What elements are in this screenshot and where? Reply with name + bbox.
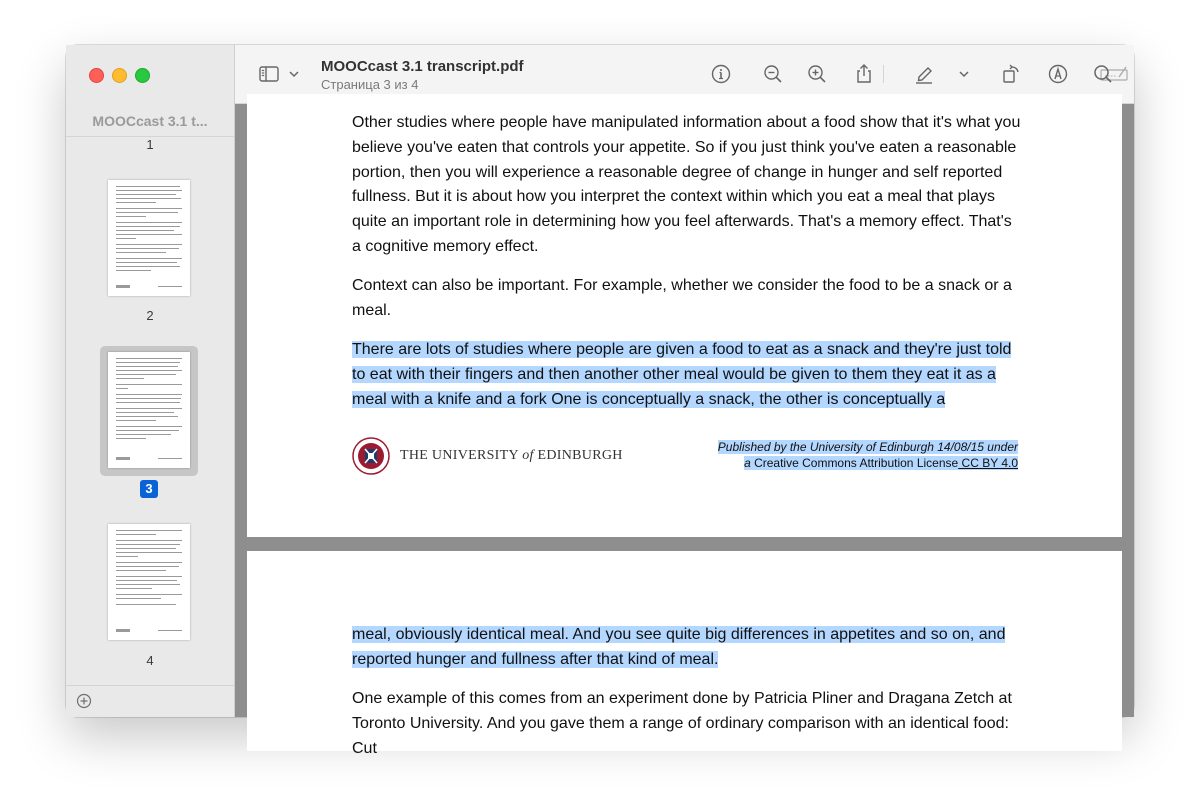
toolbar-divider: [883, 65, 884, 83]
thumbnail-label-1: 1: [146, 137, 154, 152]
zoom-window-button[interactable]: [135, 68, 150, 83]
minimize-window-button[interactable]: [112, 68, 127, 83]
thumbnail-sidebar: [66, 45, 235, 717]
selected-text[interactable]: There are lots of studies where people are given a food to eat as a snack and they're just told to eat with their fingers and then another other meal would be given to them they eat it as a meal with a knife and a fork One is conceptually a snack, the other is conceptually a: [352, 341, 1012, 408]
pdf-page-3[interactable]: [247, 94, 1122, 537]
sidebar-toggle-icon[interactable]: [257, 62, 281, 86]
page-indicator: Страница 3 из 4: [321, 77, 419, 92]
selected-text-continued[interactable]: meal, obviously identical meal. And you see quite big differences in appetites and so on, and reported hunger and fullness after that kind of meal.: [352, 626, 1006, 668]
close-window-button[interactable]: [89, 68, 104, 83]
sidebar-title: MOOCcast 3.1 t...: [92, 113, 208, 129]
university-name: THE UNIVERSITY of EDINBURGH: [400, 448, 623, 463]
zoom-in-icon[interactable]: [805, 62, 829, 86]
paragraph-2: Context can also be important. For example, whether we consider the food to be a snack or a meal.: [352, 277, 1012, 319]
paragraph-4: [352, 623, 1022, 673]
add-page-icon[interactable]: [76, 693, 92, 709]
paragraph-1: Other studies where people have manipulated information about a food show that it's what you believe you've eaten that controls your appetite. So if you just think you've eaten a reasonable portion, then you will experience a reasonable degree of change in hunger and self reported fullness. But it is about how you interpret the context within which you eat a meal that plays quite an important role in determining how you feel afterwards. That's a memory effect. That's a cognitive memory effect.: [352, 114, 1021, 255]
thumbnail-label-2: 2: [146, 308, 154, 323]
thumbnail-label-3: 3: [140, 480, 158, 498]
license-notice: Published by the University of Edinburgh 14/08/15 under a Creative Commons Attribution License CC BY 4.0: [717, 440, 1018, 470]
paragraph-3: [352, 338, 1022, 412]
document-view[interactable]: [235, 104, 1134, 757]
share-icon[interactable]: [852, 62, 876, 86]
paragraph-5: One example of this comes from an experiment done by Patricia Pliner and Dragana Zetch at Toronto University. And you gave them a range of ordinary comparison with an identical food: Cut: [352, 690, 1012, 757]
zoom-out-icon[interactable]: [761, 62, 785, 86]
search-icon[interactable]: [1091, 62, 1115, 86]
preview-window: [66, 45, 1134, 757]
info-icon[interactable]: [709, 62, 733, 86]
pdf-page-4[interactable]: [247, 551, 1122, 757]
highlighter-icon[interactable]: [912, 62, 936, 86]
thumbnail-page-4[interactable]: [108, 524, 190, 640]
document-title: MOOCcast 3.1 transcript.pdf: [321, 58, 524, 75]
university-crest-logo: [352, 437, 390, 475]
thumbnail-page-2[interactable]: [108, 180, 190, 296]
license-link[interactable]: CC BY 4.0: [958, 456, 1018, 470]
chevron-down-icon[interactable]: [287, 62, 301, 86]
thumbnail-label-4: 4: [146, 653, 154, 668]
sidebar-bottom-divider: [66, 685, 234, 686]
rotate-icon[interactable]: [999, 62, 1023, 86]
markup-icon[interactable]: [1046, 62, 1070, 86]
thumbnail-page-3[interactable]: [108, 352, 190, 468]
highlight-options-chevron-icon[interactable]: [957, 62, 971, 86]
